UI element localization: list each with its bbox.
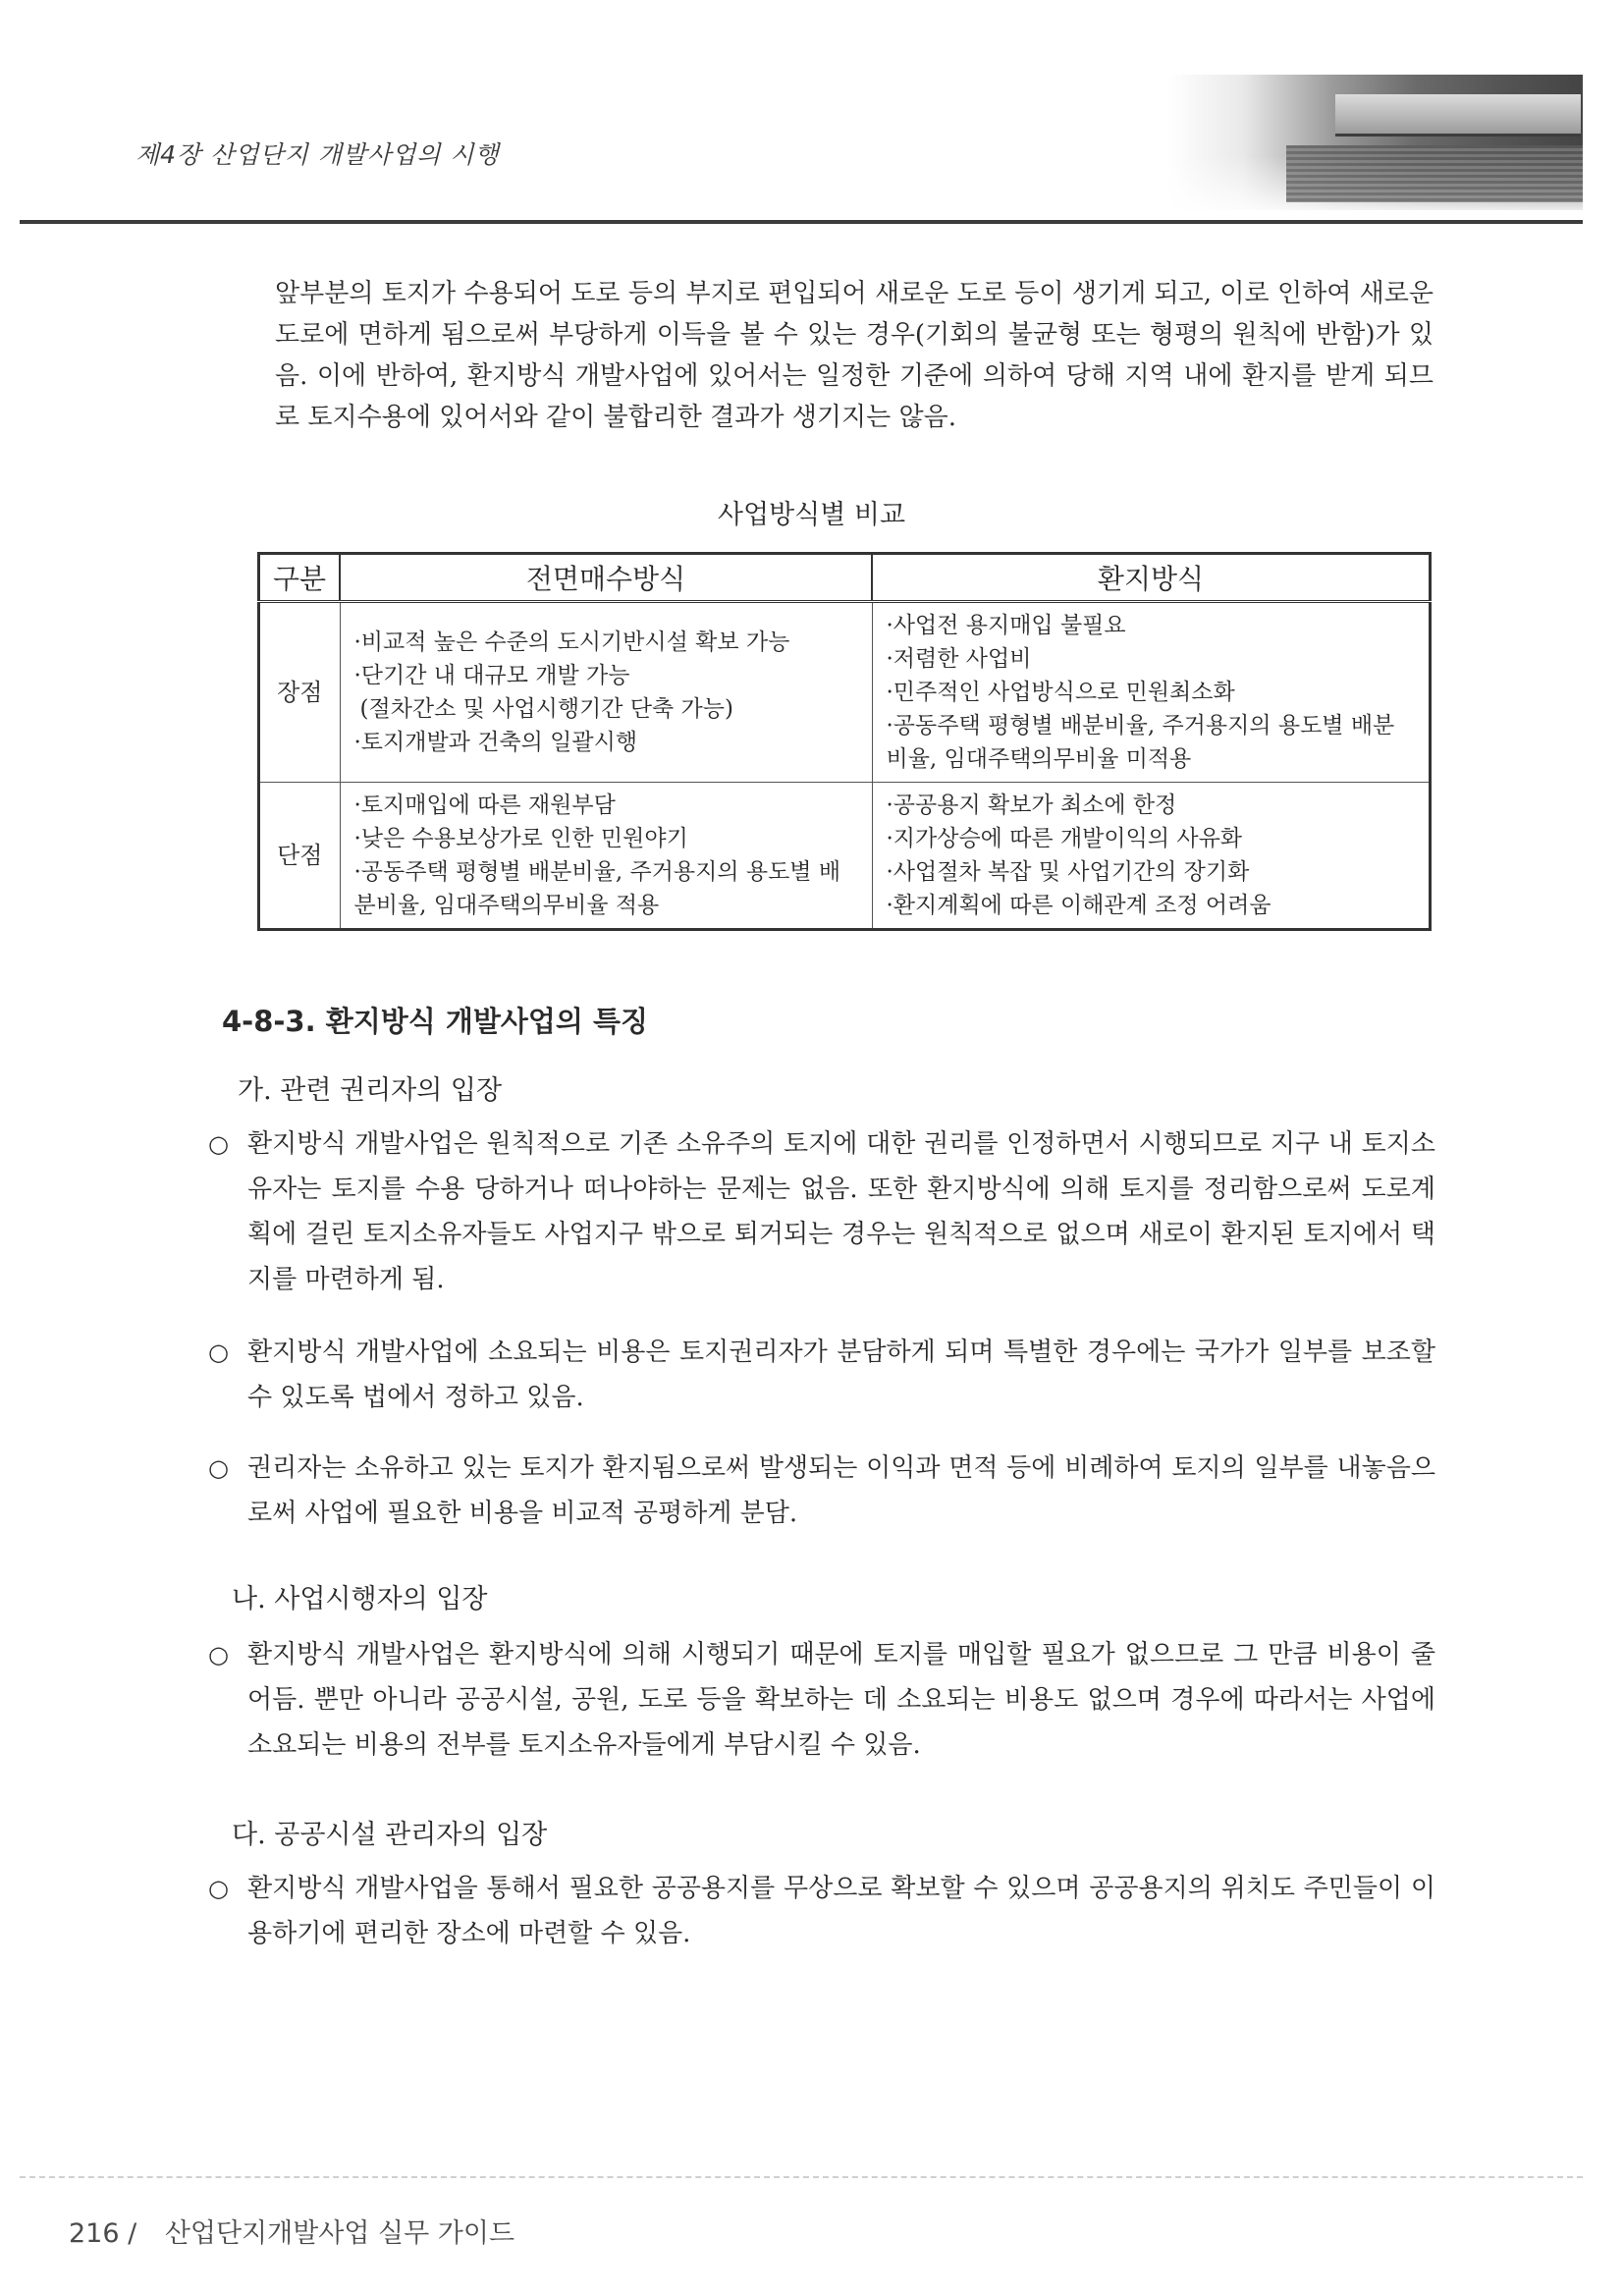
bridge-image: [1335, 94, 1581, 137]
water-image: [1286, 145, 1583, 202]
header-photo: [1168, 75, 1583, 210]
table-row-disadvantages: [259, 783, 1431, 930]
book-title: 산업단지개발사업 실무 가이드: [164, 2218, 515, 2249]
header-land-readjustment: 환지방식: [872, 554, 1431, 602]
bullet-paragraph: [208, 1330, 1435, 1420]
subsection-title: 나. 사업시행자의 입장: [232, 1584, 488, 1614]
disadvantages-land-readjustment: [872, 783, 1431, 930]
header-divider: [20, 220, 1583, 224]
header-category: 구분: [259, 554, 341, 602]
bullet-mark-icon: ○: [208, 1454, 229, 1482]
bullet-text: 권리자는 소유하고 있는 토지가 환지됨으로써 발생되는 이익과 면적 등에 비례하여 토지의 일부를 내놓음으로써 사업에 필요한 비용을 비교적 공평하게 분담.: [247, 1453, 1435, 1528]
list-item: ·공공용지 확보가 최소에 한정: [886, 793, 1177, 818]
row-label-disadvantages: 단점: [259, 783, 341, 930]
advantages-land-readjustment: [872, 602, 1431, 783]
list-item: ·공동주택 평형별 배분비율, 주거용지의 용도별 배분비율, 임대주택의무비율 적용: [353, 859, 841, 918]
bullet-mark-icon: ○: [208, 1641, 229, 1668]
bullet-text: 환지방식 개발사업은 원칙적으로 기존 소유주의 토지에 대한 권리를 인정하면서 시행되므로 지구 내 토지소유자는 토지를 수용 당하거나 떠나야하는 문제는 없음. 또한 환지방식에 의해 토지를 정리함으로써 도로계획에 걸린 토지소유자들도 사업지구 밖으로 퇴거되는 경우는 원칙적으로 없으며 새로이 환지된 토지에서 택지를 마련하게 됨.: [247, 1129, 1435, 1294]
table-row-advantages: [259, 602, 1431, 783]
subsection-title: 다. 공공시설 관리자의 입장: [232, 1820, 548, 1850]
footer-divider: [20, 2176, 1583, 2178]
list-item: ·환지계획에 따른 이해관계 조정 어려움: [886, 893, 1271, 918]
header-full-purchase: 전면매수방식: [340, 554, 872, 602]
list-item: ·저렴한 사업비: [886, 646, 1032, 672]
bullet-text: 환지방식 개발사업을 통해서 필요한 공공용지를 무상으로 확보할 수 있으며 공공용지의 위치도 주민들이 이용하기에 편리한 장소에 마련할 수 있음.: [247, 1874, 1435, 1948]
disadvantages-full-purchase: [340, 783, 872, 930]
table-caption: 사업방식별 비교: [717, 500, 906, 530]
comparison-table: [257, 552, 1432, 931]
bullet-paragraph: [208, 1632, 1435, 1768]
bullet-mark-icon: ○: [208, 1130, 229, 1158]
list-item: (절차간소 및 사업시행기간 단축 가능): [359, 696, 733, 722]
bullet-mark-icon: ○: [208, 1339, 229, 1366]
list-item: ·지가상승에 따른 개발이익의 사유화: [886, 826, 1243, 851]
page-number: 216 /: [69, 2218, 137, 2249]
bullet-paragraph: [208, 1446, 1435, 1536]
advantages-full-purchase: [340, 602, 872, 783]
subsection-title: 가. 관련 권리자의 입장: [238, 1075, 503, 1106]
list-item: ·낮은 수용보상가로 인한 민원야기: [353, 826, 688, 851]
table-header-row: [259, 554, 1431, 602]
bullet-paragraph: [208, 1866, 1435, 1956]
bullet-paragraph: [208, 1121, 1435, 1302]
chapter-title: 제4장 산업단지 개발사업의 시행: [135, 140, 500, 169]
section-heading: 4-8-3. 환지방식 개발사업의 특징: [222, 1005, 649, 1038]
intro-paragraph: 앞부분의 토지가 수용되어 도로 등의 부지로 편입되어 새로운 도로 등이 생기게 되고, 이로 인하여 새로운 도로에 면하게 됨으로써 부당하게 이득을 볼 수 있는 경우(기회의 불균형 또는 형평의 원칙에 반함)가 있음. 이에 반하여, 환지방식 개발사업에 있어서는 일정한 기준에 의하여 당해 지역 내에 환지를 받게 되므로 토지수용에 있어서와 같이 불합리한 결과가 생기지는 않음.: [275, 279, 1434, 432]
page-footer: [69, 2212, 514, 2250]
bullet-mark-icon: ○: [208, 1875, 229, 1902]
list-item: ·공동주택 평형별 배분비율, 주거용지의 용도별 배분비율, 임대주택의무비율 미적용: [886, 713, 1395, 772]
list-item: ·비교적 높은 수준의 도시기반시설 확보 가능: [353, 629, 790, 655]
list-item: ·토지개발과 건축의 일괄시행: [353, 730, 638, 755]
row-label-advantages: 장점: [259, 602, 341, 783]
list-item: ·토지매입에 따른 재원부담: [353, 793, 616, 818]
list-item: ·사업절차 복잡 및 사업기간의 장기화: [886, 859, 1250, 885]
list-item: ·단기간 내 대규모 개발 가능: [353, 663, 630, 688]
list-item: ·사업전 용지매입 불필요: [886, 613, 1126, 638]
list-item: ·민주적인 사업방식으로 민원최소화: [886, 680, 1235, 705]
bullet-text: 환지방식 개발사업에 소요되는 비용은 토지권리자가 분담하게 되며 특별한 경우에는 국가가 일부를 보조할 수 있도록 법에서 정하고 있음.: [247, 1338, 1435, 1412]
bullet-text: 환지방식 개발사업은 환지방식에 의해 시행되기 때문에 토지를 매입할 필요가 없으므로 그 만큼 비용이 줄어듬. 뿐만 아니라 공공시설, 공원, 도로 등을 확보하는 데 소요되는 비용도 없으며 경우에 따라서는 사업에 소요되는 비용의 전부를 토지소유자들에게 부담시킬 수 있음.: [247, 1640, 1435, 1760]
